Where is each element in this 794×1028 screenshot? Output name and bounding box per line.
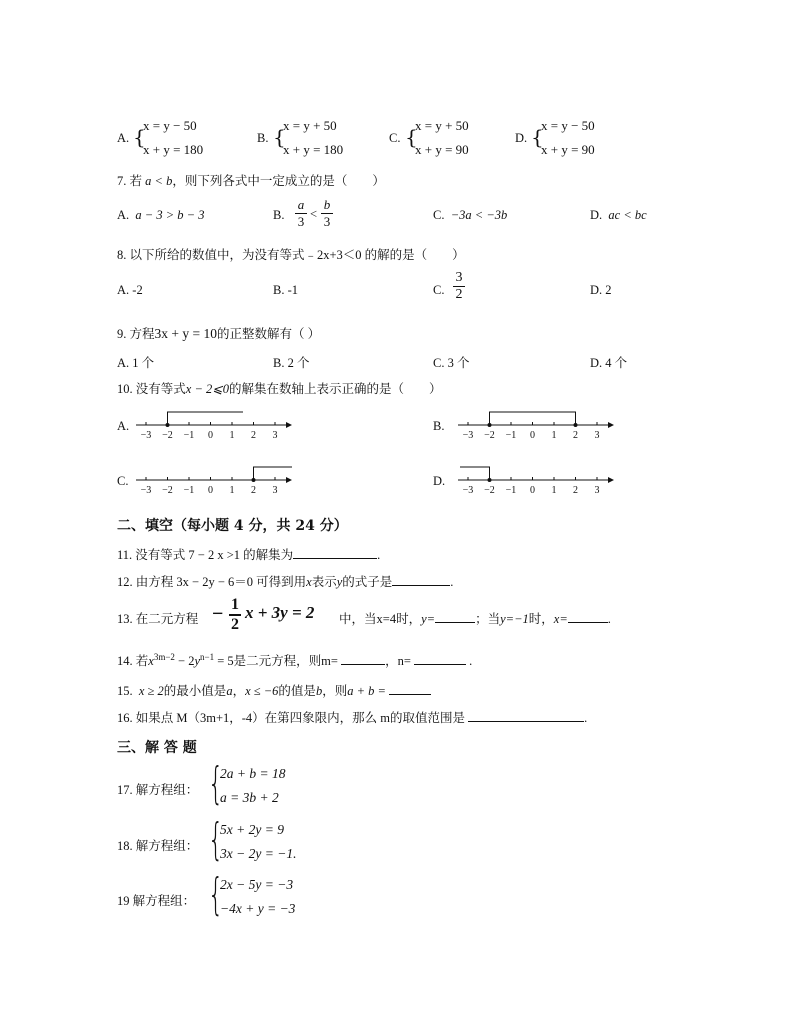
brace-icon: { (405, 125, 418, 149)
tick-label: −1 (505, 485, 517, 496)
q7-option-d (590, 208, 647, 223)
question-13-tail (339, 609, 611, 627)
arrow-icon (608, 477, 614, 483)
stem-text: 是二元方程，则m= (233, 654, 338, 668)
answer-blank[interactable] (568, 622, 608, 623)
stem-text: 10. 没有等式 (117, 382, 186, 396)
variable: x (306, 575, 312, 589)
tick-label: 3 (272, 430, 278, 441)
tick-label: 1 (229, 485, 235, 496)
stem-text: 时， (396, 612, 422, 626)
q18-equation-1: 5x + 2y = 9 (220, 822, 284, 837)
stem-text: 7. 若 (117, 174, 143, 188)
tick-label: 3 (272, 485, 278, 496)
section-2-title: 二、填空（每小题 4 分，共 24 分） (117, 518, 348, 534)
numerator: 1 (231, 596, 239, 613)
stem-math: x ≤ −6 (245, 684, 279, 698)
question-17-label: 17. 解方程组： (117, 783, 199, 797)
tick-label: −1 (183, 485, 195, 496)
numerator: 3 (455, 270, 463, 285)
tick-label: −2 (162, 430, 173, 441)
stem-text: ；当 (475, 612, 501, 626)
denominator: 2 (453, 286, 465, 303)
q17-equation-2: a = 3b + 2 (220, 790, 279, 805)
period: . (450, 575, 454, 589)
tick-label: −3 (140, 485, 152, 496)
arrow-icon (608, 422, 614, 428)
brace-icon: { (531, 125, 544, 149)
fraction-b-over-3 (321, 197, 333, 230)
option-letter: A. (117, 208, 130, 222)
option-letter: A. (117, 356, 130, 370)
question-12 (117, 572, 453, 590)
period: . (584, 711, 588, 725)
q7-option-c (433, 208, 507, 223)
option-value: -1 (287, 283, 299, 297)
period: . (293, 846, 297, 861)
stem-text: 16. 如果点 M（3m+1，-4）在第四象限内，那么 m的取值范围是 (117, 711, 466, 725)
option-value: 4 个 (605, 356, 628, 370)
number-line-option-d (452, 459, 622, 499)
exponent: n−1 (200, 651, 215, 662)
equation-text: 3x − 2y = −1 (220, 846, 294, 861)
period: . (469, 654, 473, 668)
option-value: -2 (132, 283, 143, 297)
q8-option-c-letter: C. (433, 283, 445, 297)
question-13-label: 13. 在二元方程 (117, 612, 199, 626)
stem-math: = 5 (214, 654, 234, 668)
equation-line: x = y − 50 (541, 118, 595, 133)
option-letter: D. (590, 208, 603, 222)
option-value: 2 (605, 283, 612, 297)
stem-text: ，则下列各式中一定成立的是（ ） (172, 174, 385, 188)
option-math: ac < bc (608, 208, 647, 222)
stem-math: 3x − 2y − 6＝0 (176, 575, 253, 589)
question-15 (117, 681, 431, 699)
variable: b (315, 684, 323, 698)
stem-text: 表示 (311, 575, 337, 589)
question-18-label: 18. 解方程组： (117, 839, 199, 853)
number-line-option-c (130, 459, 300, 499)
denominator: 3 (321, 213, 333, 230)
brace-icon: { (133, 125, 146, 149)
tick-label: 0 (208, 430, 213, 441)
tick-label: 2 (251, 485, 256, 496)
arrow-icon (286, 422, 292, 428)
q9-option-a (117, 353, 154, 371)
q13-equation: x + 3y = 2 (245, 603, 315, 622)
option-math: −3a < −3b (450, 208, 508, 222)
q19-equation-1: 2x − 5y = −3 (220, 877, 294, 892)
variable: a (226, 684, 233, 698)
option-letter: D. (590, 283, 603, 297)
endpoint-dot (166, 423, 170, 427)
stem-math: y=−1 (500, 612, 529, 626)
fraction-3-over-2 (453, 270, 465, 303)
question-11 (117, 545, 380, 563)
stem-math: y= (421, 612, 436, 626)
q9-option-b (273, 353, 309, 371)
fraction-a-over-3 (295, 197, 307, 230)
q9-option-d (590, 353, 627, 371)
answer-blank[interactable] (341, 664, 385, 665)
brace-icon: { (273, 125, 286, 149)
endpoint-dot (488, 478, 492, 482)
q17-equation-1: 2a + b = 18 (220, 766, 286, 781)
stem-text: 的式子是 (342, 575, 393, 589)
number-line-option-a (130, 404, 300, 444)
endpoint-dot (574, 423, 578, 427)
stem-math: 7 − 2 x >1 (188, 548, 241, 562)
arrow-icon (286, 477, 292, 483)
endpoint-dot (252, 478, 256, 482)
tick-label: −3 (462, 430, 474, 441)
tick-label: 1 (229, 430, 235, 441)
tick-label: −3 (462, 485, 474, 496)
option-letter: B. (273, 356, 285, 370)
variable: x (148, 654, 154, 668)
q8-option-a (117, 283, 143, 298)
tick-label: 0 (530, 485, 535, 496)
option-letter: A. (117, 283, 130, 297)
endpoint-dot (488, 423, 492, 427)
stem-math: x= (553, 612, 568, 626)
tick-label: 3 (594, 430, 600, 441)
numerator: a (297, 197, 305, 212)
answer-blank[interactable] (414, 664, 466, 665)
stem-text: 的值是 (278, 684, 316, 698)
option-letter: C. (433, 356, 445, 370)
section-3-title: 三、解 答 题 (117, 740, 197, 756)
question-8-stem: 8. 以下所给的数值中，为没有等式﹣2x+3＜0 的解的是（ ） (117, 248, 465, 262)
stem-text: 时， (528, 612, 554, 626)
stem-text: 15. (117, 684, 133, 698)
question-10-stem (117, 379, 442, 397)
equation-line: x + y = 180 (143, 142, 204, 157)
exponent: 3m−2 (153, 651, 175, 662)
q8-option-b (273, 283, 298, 298)
equation-line: x + y = 90 (415, 142, 469, 157)
tick-label: 2 (573, 485, 578, 496)
stem-text: 14. 若 (117, 654, 149, 668)
option-math: a − 3 > b − 3 (135, 208, 205, 222)
numerator: b (323, 197, 331, 212)
question-9-stem (117, 324, 320, 342)
less-than-sign: < (310, 207, 318, 221)
stem-text: ， (232, 684, 246, 698)
option-letter: C. (433, 208, 445, 222)
q6-option-c-letter: C. (389, 131, 401, 145)
variable: y (194, 654, 201, 668)
equation-line: x = y + 50 (283, 118, 337, 133)
stem-text: 的解集为 (243, 548, 294, 562)
tick-label: −3 (140, 430, 152, 441)
q19-equation-2: −4x + y = −3 (220, 901, 296, 916)
brace-icon: { (208, 758, 224, 809)
variable: y (336, 575, 343, 589)
tick-label: 2 (573, 430, 578, 441)
stem-text: 的正整数解有（ ） (217, 327, 321, 341)
answer-blank[interactable] (293, 558, 377, 559)
answer-blank[interactable] (392, 585, 450, 586)
stem-text: 9. 方程 (117, 327, 155, 341)
tick-label: −1 (183, 430, 195, 441)
stem-math: 3x + y = 10 (154, 326, 217, 341)
tick-label: 1 (551, 430, 557, 441)
question-16 (117, 708, 587, 726)
stem-text: 的最小值是 (163, 684, 227, 698)
stem-text: 11. 没有等式 (117, 548, 186, 562)
tick-label: 0 (208, 485, 213, 496)
stem-math: x=4 (376, 612, 397, 626)
stem-math: a + b = (347, 684, 386, 698)
period: . (607, 612, 611, 626)
equation-line: x + y = 90 (541, 142, 595, 157)
option-letter: B. (273, 283, 285, 297)
tick-label: −2 (484, 485, 495, 496)
q7-option-a (117, 208, 204, 223)
tick-label: −2 (484, 430, 495, 441)
stem-math: − 2 (174, 654, 195, 668)
stem-text: ，则 (322, 684, 348, 698)
q13-minus: − (212, 603, 224, 625)
tick-label: 2 (251, 430, 256, 441)
q10-option-c-letter: C. (117, 474, 129, 488)
q6-option-a-letter: A. (117, 131, 130, 145)
q10-option-b-letter: B. (433, 419, 445, 433)
equation-line: x = y + 50 (415, 118, 469, 133)
stem-text: 可得到用 (256, 575, 307, 589)
option-value: 2 个 (287, 356, 310, 370)
solution-bracket (460, 467, 490, 480)
question-19-label: 19 解方程组： (117, 894, 196, 908)
q8-option-d (590, 283, 612, 298)
option-value: 1 个 (132, 356, 155, 370)
question-7-stem (117, 171, 385, 189)
q6-option-d-letter: D. (515, 131, 528, 145)
tick-label: 0 (530, 430, 535, 441)
q7-option-b-letter: B. (273, 208, 285, 222)
option-value: 3 个 (447, 356, 470, 370)
fraction-1-over-2 (229, 596, 241, 634)
question-14 (117, 651, 472, 669)
option-letter: D. (590, 356, 603, 370)
stem-text: ，n= (385, 654, 411, 668)
period: . (377, 548, 381, 562)
q10-option-d-letter: D. (433, 474, 446, 488)
q9-option-c (433, 353, 469, 371)
answer-blank[interactable] (435, 622, 475, 623)
stem-math: a < b (145, 174, 173, 188)
stem-math: x ≥ 2 (138, 684, 164, 698)
tick-label: 3 (594, 485, 600, 496)
denominator: 2 (231, 616, 239, 633)
q6-option-b-letter: B. (257, 131, 269, 145)
stem-math: x − 2⩽0 (185, 382, 229, 396)
q10-option-a-letter: A. (117, 419, 130, 433)
answer-blank[interactable] (389, 694, 431, 695)
answer-blank[interactable] (468, 721, 584, 722)
equation-line: x = y − 50 (143, 118, 197, 133)
stem-text: 中，当 (339, 612, 377, 626)
tick-label: −1 (505, 430, 517, 441)
number-line-option-b (452, 404, 622, 444)
q18-equation-2 (220, 846, 296, 862)
denominator: 3 (295, 213, 307, 230)
brace-icon: { (208, 869, 224, 920)
equation-line: x + y = 180 (283, 142, 344, 157)
stem-text: 12. 由方程 (117, 575, 174, 589)
tick-label: −2 (162, 485, 173, 496)
brace-icon: { (208, 814, 224, 865)
tick-label: 1 (551, 485, 557, 496)
stem-text: 的解集在数轴上表示正确的是（ ） (228, 382, 442, 396)
